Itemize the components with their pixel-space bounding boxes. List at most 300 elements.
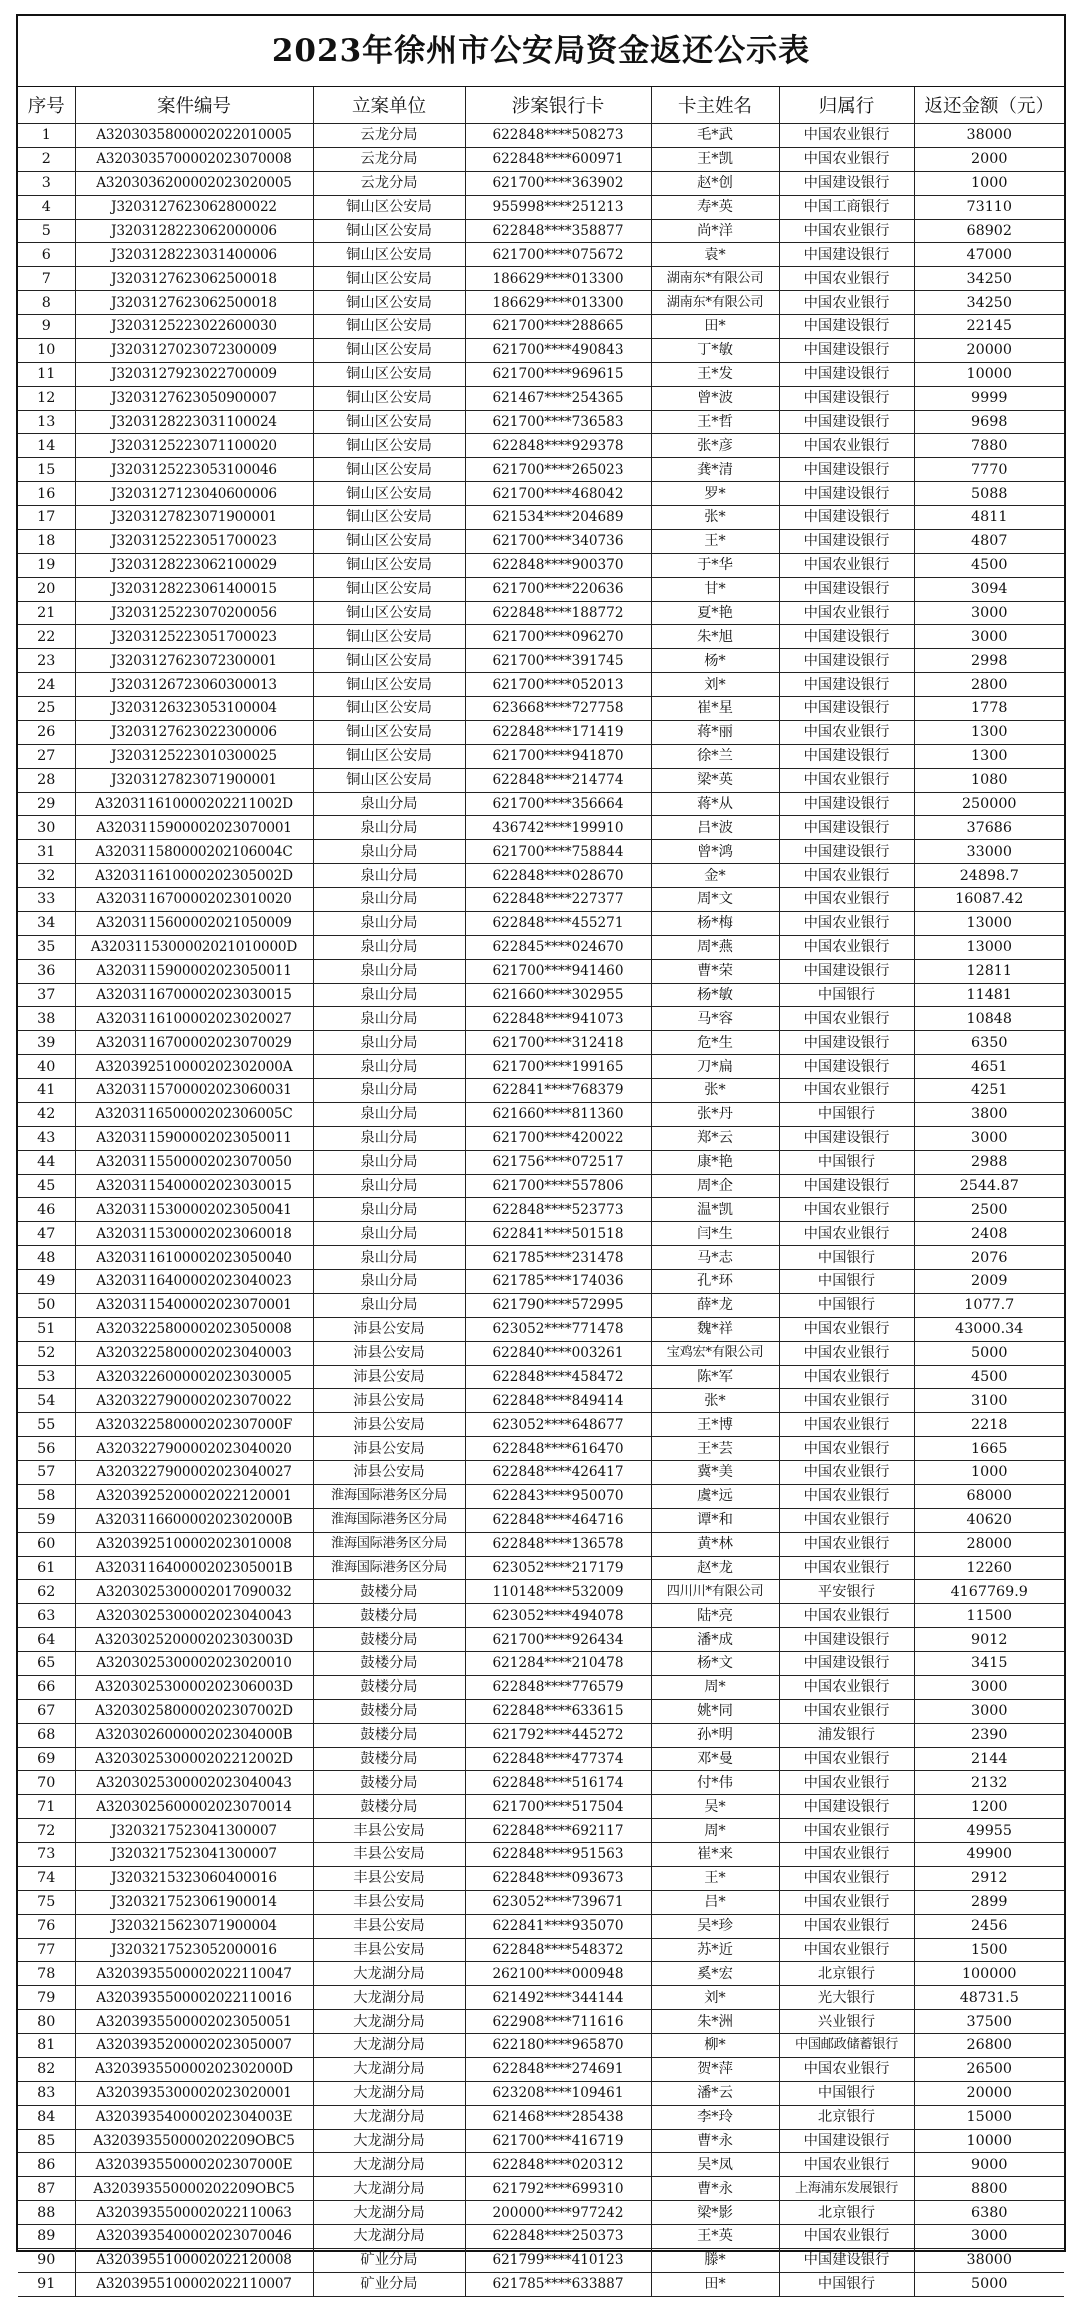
- cell-index: 73: [18, 1843, 75, 1867]
- cell-bank-card: 621785****633887: [465, 2272, 651, 2296]
- cell-index: 14: [18, 434, 75, 458]
- cell-card-holder: 蒋*丽: [651, 720, 779, 744]
- header-case-number: 案件编号: [75, 87, 313, 124]
- cell-refund-amount: 22145: [914, 315, 1064, 339]
- cell-filing-unit: 泉山分局: [313, 1222, 465, 1246]
- cell-case-number: A3203935500002022110063: [75, 2201, 313, 2225]
- cell-card-holder: 王*: [651, 1866, 779, 1890]
- cell-refund-amount: 2009: [914, 1270, 1064, 1294]
- cell-filing-unit: 泉山分局: [313, 792, 465, 816]
- cell-bank-card: 622848****951563: [465, 1843, 651, 1867]
- cell-bank: 中国建设银行: [779, 338, 914, 362]
- cell-filing-unit: 大龙湖分局: [313, 1986, 465, 2010]
- cell-index: 2: [18, 147, 75, 171]
- cell-case-number: J3203128223031100024: [75, 410, 313, 434]
- cell-refund-amount: 4500: [914, 1365, 1064, 1389]
- cell-bank-card: 622848****600971: [465, 147, 651, 171]
- cell-bank: 中国建设银行: [779, 673, 914, 697]
- cell-index: 59: [18, 1508, 75, 1532]
- cell-bank-card: 622848****523773: [465, 1198, 651, 1222]
- cell-refund-amount: 4251: [914, 1079, 1064, 1103]
- cell-case-number: A3203955100002022110007: [75, 2272, 313, 2296]
- cell-filing-unit: 沛县公安局: [313, 1389, 465, 1413]
- cell-bank: 中国建设银行: [779, 243, 914, 267]
- cell-bank: 中国农业银行: [779, 2057, 914, 2081]
- table-row: [18, 697, 1064, 721]
- cell-index: 64: [18, 1628, 75, 1652]
- cell-index: 76: [18, 1914, 75, 1938]
- cell-bank-card: 621700****340736: [465, 529, 651, 553]
- cell-bank: 中国农业银行: [779, 1866, 914, 1890]
- cell-card-holder: 周*文: [651, 888, 779, 912]
- table-row: [18, 529, 1064, 553]
- table-row: [18, 1389, 1064, 1413]
- cell-index: 54: [18, 1389, 75, 1413]
- cell-filing-unit: 沛县公安局: [313, 1317, 465, 1341]
- cell-index: 38: [18, 1007, 75, 1031]
- cell-bank: 中国建设银行: [779, 625, 914, 649]
- cell-bank: 中国农业银行: [779, 1413, 914, 1437]
- cell-card-holder: 梁*英: [651, 768, 779, 792]
- cell-case-number: J3203215323060400016: [75, 1866, 313, 1890]
- cell-filing-unit: 沛县公安局: [313, 1413, 465, 1437]
- cell-case-number: A3203935300002023020001: [75, 2081, 313, 2105]
- cell-bank-card: 623052****739671: [465, 1890, 651, 1914]
- cell-filing-unit: 淮海国际港务区分局: [313, 1484, 465, 1508]
- table-row: [18, 601, 1064, 625]
- cell-bank: 中国建设银行: [779, 2129, 914, 2153]
- cell-index: 7: [18, 267, 75, 291]
- cell-index: 71: [18, 1795, 75, 1819]
- cell-bank: 浦发银行: [779, 1723, 914, 1747]
- cell-card-holder: 于*华: [651, 553, 779, 577]
- cell-refund-amount: 5088: [914, 482, 1064, 506]
- cell-filing-unit: 泉山分局: [313, 983, 465, 1007]
- cell-case-number: A3203115900002023050011: [75, 959, 313, 983]
- cell-refund-amount: 2912: [914, 1866, 1064, 1890]
- table-row: [18, 2010, 1064, 2034]
- cell-bank: 上海浦东发展银行: [779, 2177, 914, 2201]
- cell-bank: 中国农业银行: [779, 768, 914, 792]
- cell-filing-unit: 大龙湖分局: [313, 2034, 465, 2058]
- cell-filing-unit: 大龙湖分局: [313, 2010, 465, 2034]
- cell-bank-card: 621700****199165: [465, 1055, 651, 1079]
- cell-bank-card: 622848****548372: [465, 1938, 651, 1962]
- table-row: [18, 2248, 1064, 2272]
- cell-case-number: A320392510000202302000A: [75, 1055, 313, 1079]
- cell-case-number: J3203127923022700009: [75, 362, 313, 386]
- cell-filing-unit: 大龙湖分局: [313, 2081, 465, 2105]
- cell-bank-card: 622848****458472: [465, 1365, 651, 1389]
- cell-index: 48: [18, 1246, 75, 1270]
- cell-bank: 中国建设银行: [779, 744, 914, 768]
- cell-bank-card: 622848****093673: [465, 1866, 651, 1890]
- cell-bank: 中国农业银行: [779, 1508, 914, 1532]
- cell-filing-unit: 铜山区公安局: [313, 482, 465, 506]
- cell-card-holder: 周*企: [651, 1174, 779, 1198]
- cell-bank-card: 622848****455271: [465, 911, 651, 935]
- cell-filing-unit: 泉山分局: [313, 1293, 465, 1317]
- cell-index: 61: [18, 1556, 75, 1580]
- cell-index: 43: [18, 1126, 75, 1150]
- cell-case-number: A320393550000202209OBC5: [75, 2177, 313, 2201]
- cell-card-holder: 付*伟: [651, 1771, 779, 1795]
- cell-bank-card: 622843****950070: [465, 1484, 651, 1508]
- cell-index: 84: [18, 2105, 75, 2129]
- cell-bank: 中国农业银行: [779, 888, 914, 912]
- cell-bank-card: 623052****217179: [465, 1556, 651, 1580]
- cell-card-holder: 孔*环: [651, 1270, 779, 1294]
- table-row: [18, 1126, 1064, 1150]
- cell-index: 6: [18, 243, 75, 267]
- table-row: [18, 1508, 1064, 1532]
- cell-bank: 中国农业银行: [779, 1317, 914, 1341]
- cell-index: 31: [18, 840, 75, 864]
- cell-filing-unit: 泉山分局: [313, 1174, 465, 1198]
- table-row: [18, 2081, 1064, 2105]
- cell-filing-unit: 沛县公安局: [313, 1341, 465, 1365]
- cell-card-holder: 王*博: [651, 1413, 779, 1437]
- cell-filing-unit: 沛县公安局: [313, 1461, 465, 1485]
- cell-bank: 中国建设银行: [779, 577, 914, 601]
- table-row: [18, 840, 1064, 864]
- cell-refund-amount: 37500: [914, 2010, 1064, 2034]
- table-row: [18, 1890, 1064, 1914]
- cell-index: 46: [18, 1198, 75, 1222]
- cell-card-holder: 吴*凤: [651, 2153, 779, 2177]
- cell-card-holder: 王*: [651, 529, 779, 553]
- cell-bank-card: 622848****171419: [465, 720, 651, 744]
- cell-card-holder: 湖南东*有限公司: [651, 267, 779, 291]
- page-title: 2023年徐州市公安局资金返还公示表: [18, 16, 1064, 87]
- cell-index: 77: [18, 1938, 75, 1962]
- cell-bank-card: 621700****391745: [465, 649, 651, 673]
- cell-filing-unit: 丰县公安局: [313, 1843, 465, 1867]
- cell-case-number: J3203127123040600006: [75, 482, 313, 506]
- cell-refund-amount: 3000: [914, 625, 1064, 649]
- table-row: [18, 1580, 1064, 1604]
- cell-card-holder: 袁*: [651, 243, 779, 267]
- table-row: [18, 2153, 1064, 2177]
- cell-refund-amount: 40620: [914, 1508, 1064, 1532]
- table-row: [18, 1150, 1064, 1174]
- table-row: [18, 219, 1064, 243]
- cell-card-holder: 薛*龙: [651, 1293, 779, 1317]
- cell-bank-card: 621700****517504: [465, 1795, 651, 1819]
- cell-bank-card: 621792****699310: [465, 2177, 651, 2201]
- table-row: [18, 673, 1064, 697]
- cell-filing-unit: 铜山区公安局: [313, 458, 465, 482]
- table-row: [18, 458, 1064, 482]
- table-row: [18, 792, 1064, 816]
- cell-case-number: J3203127623062800022: [75, 195, 313, 219]
- cell-refund-amount: 38000: [914, 2248, 1064, 2272]
- cell-index: 1: [18, 124, 75, 148]
- cell-bank: 中国农业银行: [779, 720, 914, 744]
- header-index: 序号: [18, 87, 75, 124]
- cell-index: 34: [18, 911, 75, 935]
- table-row: [18, 1293, 1064, 1317]
- cell-card-holder: 孙*明: [651, 1723, 779, 1747]
- table-row: [18, 577, 1064, 601]
- cell-filing-unit: 鼓楼分局: [313, 1675, 465, 1699]
- cell-bank: 北京银行: [779, 1962, 914, 1986]
- cell-bank-card: 200000****977242: [465, 2201, 651, 2225]
- cell-filing-unit: 铜山区公安局: [313, 744, 465, 768]
- cell-case-number: A3203116100002023020027: [75, 1007, 313, 1031]
- table-row: [18, 1413, 1064, 1437]
- cell-bank: 中国建设银行: [779, 1031, 914, 1055]
- cell-bank-card: 621792****445272: [465, 1723, 651, 1747]
- cell-case-number: A320311610000202211002D: [75, 792, 313, 816]
- cell-refund-amount: 49955: [914, 1819, 1064, 1843]
- cell-case-number: A3203025600002023070014: [75, 1795, 313, 1819]
- cell-filing-unit: 大龙湖分局: [313, 2201, 465, 2225]
- cell-bank-card: 621284****210478: [465, 1652, 651, 1676]
- cell-filing-unit: 泉山分局: [313, 1126, 465, 1150]
- cell-card-holder: 吕*: [651, 1890, 779, 1914]
- cell-case-number: A3203115700002023060031: [75, 1079, 313, 1103]
- table-row: [18, 243, 1064, 267]
- cell-card-holder: 黄*林: [651, 1532, 779, 1556]
- cell-filing-unit: 泉山分局: [313, 840, 465, 864]
- cell-filing-unit: 大龙湖分局: [313, 2057, 465, 2081]
- cell-case-number: A320302600000202304000B: [75, 1723, 313, 1747]
- cell-bank: 中国银行: [779, 1102, 914, 1126]
- cell-refund-amount: 2076: [914, 1246, 1064, 1270]
- cell-index: 58: [18, 1484, 75, 1508]
- cell-bank: 中国农业银行: [779, 1222, 914, 1246]
- table-row: [18, 2034, 1064, 2058]
- cell-bank: 中国银行: [779, 983, 914, 1007]
- table-row: [18, 1604, 1064, 1628]
- cell-filing-unit: 泉山分局: [313, 935, 465, 959]
- cell-card-holder: 徐*兰: [651, 744, 779, 768]
- cell-bank-card: 186629****013300: [465, 267, 651, 291]
- header-row: [18, 87, 1064, 124]
- cell-bank: 中国建设银行: [779, 1795, 914, 1819]
- cell-card-holder: 赵*龙: [651, 1556, 779, 1580]
- cell-card-holder: 毛*武: [651, 124, 779, 148]
- cell-card-holder: 梁*影: [651, 2201, 779, 2225]
- cell-bank-card: 623208****109461: [465, 2081, 651, 2105]
- cell-card-holder: 周*燕: [651, 935, 779, 959]
- cell-refund-amount: 47000: [914, 243, 1064, 267]
- cell-index: 80: [18, 2010, 75, 2034]
- cell-bank: 中国银行: [779, 1246, 914, 1270]
- cell-bank: 中国农业银行: [779, 1675, 914, 1699]
- cell-case-number: A3203225800002023050008: [75, 1317, 313, 1341]
- cell-index: 28: [18, 768, 75, 792]
- cell-bank-card: 621700****941870: [465, 744, 651, 768]
- cell-refund-amount: 1500: [914, 1938, 1064, 1962]
- table-row: [18, 1532, 1064, 1556]
- cell-refund-amount: 3094: [914, 577, 1064, 601]
- cell-bank-card: 621700****736583: [465, 410, 651, 434]
- cell-case-number: A3203035700002023070008: [75, 147, 313, 171]
- cell-refund-amount: 4651: [914, 1055, 1064, 1079]
- cell-filing-unit: 鼓楼分局: [313, 1723, 465, 1747]
- cell-refund-amount: 2544.87: [914, 1174, 1064, 1198]
- cell-index: 51: [18, 1317, 75, 1341]
- table-row: [18, 649, 1064, 673]
- cell-filing-unit: 铜山区公安局: [313, 601, 465, 625]
- cell-index: 66: [18, 1675, 75, 1699]
- cell-card-holder: 谭*和: [651, 1508, 779, 1532]
- cell-bank-card: 621700****075672: [465, 243, 651, 267]
- cell-refund-amount: 2500: [914, 1198, 1064, 1222]
- cell-case-number: A3203225800002023040003: [75, 1341, 313, 1365]
- table-row: [18, 124, 1064, 148]
- cell-index: 90: [18, 2248, 75, 2272]
- cell-bank: 中国农业银行: [779, 147, 914, 171]
- cell-bank-card: 622848****941073: [465, 1007, 651, 1031]
- cell-index: 62: [18, 1580, 75, 1604]
- cell-refund-amount: 33000: [914, 840, 1064, 864]
- cell-filing-unit: 铜山区公安局: [313, 315, 465, 339]
- cell-bank-card: 622848****250373: [465, 2225, 651, 2249]
- cell-case-number: A320302520000202303003D: [75, 1628, 313, 1652]
- cell-bank: 中国农业银行: [779, 1007, 914, 1031]
- cell-index: 78: [18, 1962, 75, 1986]
- cell-filing-unit: 铜山区公安局: [313, 577, 465, 601]
- cell-case-number: J3203128223031400006: [75, 243, 313, 267]
- cell-case-number: A3203115600002021050009: [75, 911, 313, 935]
- cell-refund-amount: 2800: [914, 673, 1064, 697]
- cell-refund-amount: 5000: [914, 2272, 1064, 2296]
- cell-card-holder: 奚*宏: [651, 1962, 779, 1986]
- cell-index: 30: [18, 816, 75, 840]
- cell-bank-card: 622848****358877: [465, 219, 651, 243]
- cell-filing-unit: 铜山区公安局: [313, 386, 465, 410]
- cell-refund-amount: 9000: [914, 2153, 1064, 2177]
- cell-card-holder: 潘*成: [651, 1628, 779, 1652]
- cell-bank-card: 622848****020312: [465, 2153, 651, 2177]
- cell-filing-unit: 鼓楼分局: [313, 1604, 465, 1628]
- table-row: [18, 410, 1064, 434]
- table-row: [18, 816, 1064, 840]
- table-row: [18, 1270, 1064, 1294]
- cell-bank: 中国建设银行: [779, 362, 914, 386]
- cell-filing-unit: 淮海国际港务区分局: [313, 1556, 465, 1580]
- cell-bank: 中国银行: [779, 1293, 914, 1317]
- cell-bank-card: 110148****532009: [465, 1580, 651, 1604]
- cell-filing-unit: 矿业分局: [313, 2272, 465, 2296]
- cell-case-number: A320302580000202307002D: [75, 1699, 313, 1723]
- cell-card-holder: 贺*萍: [651, 2057, 779, 2081]
- cell-bank: 中国农业银行: [779, 1365, 914, 1389]
- cell-filing-unit: 铜山区公安局: [313, 243, 465, 267]
- refund-table: [18, 87, 1064, 2297]
- table-row: [18, 1652, 1064, 1676]
- cell-card-holder: 陈*军: [651, 1365, 779, 1389]
- cell-card-holder: 张*: [651, 1389, 779, 1413]
- cell-bank-card: 622845****024670: [465, 935, 651, 959]
- cell-card-holder: 曹*荣: [651, 959, 779, 983]
- cell-index: 33: [18, 888, 75, 912]
- cell-index: 15: [18, 458, 75, 482]
- cell-filing-unit: 泉山分局: [313, 1055, 465, 1079]
- cell-bank: 中国农业银行: [779, 1771, 914, 1795]
- table-row: [18, 1962, 1064, 1986]
- cell-bank: 中国农业银行: [779, 434, 914, 458]
- cell-case-number: A320302530000202306003D: [75, 1675, 313, 1699]
- cell-filing-unit: 沛县公安局: [313, 1437, 465, 1461]
- table-row: [18, 1222, 1064, 1246]
- cell-index: 5: [18, 219, 75, 243]
- cell-bank: 中国建设银行: [779, 1055, 914, 1079]
- cell-card-holder: 吴*珍: [651, 1914, 779, 1938]
- cell-card-holder: 曾*波: [651, 386, 779, 410]
- cell-bank: 北京银行: [779, 2201, 914, 2225]
- table-row: [18, 768, 1064, 792]
- cell-filing-unit: 泉山分局: [313, 816, 465, 840]
- cell-filing-unit: 丰县公安局: [313, 1866, 465, 1890]
- cell-card-holder: 潘*云: [651, 2081, 779, 2105]
- cell-card-holder: 夏*艳: [651, 601, 779, 625]
- cell-bank: 中国农业银行: [779, 2153, 914, 2177]
- cell-bank-card: 622848****214774: [465, 768, 651, 792]
- cell-refund-amount: 2218: [914, 1413, 1064, 1437]
- cell-filing-unit: 铜山区公安局: [313, 338, 465, 362]
- cell-case-number: A3203025300002023040043: [75, 1771, 313, 1795]
- cell-index: 13: [18, 410, 75, 434]
- cell-card-holder: 龚*清: [651, 458, 779, 482]
- cell-bank: 中国农业银行: [779, 935, 914, 959]
- cell-bank-card: 621700****420022: [465, 1126, 651, 1150]
- cell-bank-card: 621660****811360: [465, 1102, 651, 1126]
- cell-index: 69: [18, 1747, 75, 1771]
- cell-refund-amount: 4807: [914, 529, 1064, 553]
- cell-case-number: A320393550000202307000E: [75, 2153, 313, 2177]
- cell-case-number: A3203116700002023010020: [75, 888, 313, 912]
- cell-card-holder: 王*发: [651, 362, 779, 386]
- table-row: [18, 1246, 1064, 1270]
- cell-bank-card: 622848****849414: [465, 1389, 651, 1413]
- cell-case-number: A3203025300002017090032: [75, 1580, 313, 1604]
- cell-index: 19: [18, 553, 75, 577]
- table-row: [18, 553, 1064, 577]
- cell-card-holder: 曹*永: [651, 2177, 779, 2201]
- cell-refund-amount: 20000: [914, 2081, 1064, 2105]
- cell-index: 75: [18, 1890, 75, 1914]
- cell-case-number: A320311580000202106004C: [75, 840, 313, 864]
- cell-bank: 兴业银行: [779, 2010, 914, 2034]
- cell-bank-card: 621790****572995: [465, 1293, 651, 1317]
- cell-filing-unit: 铜山区公安局: [313, 529, 465, 553]
- cell-case-number: A3203116700002023070029: [75, 1031, 313, 1055]
- table-row: [18, 720, 1064, 744]
- cell-bank: 中国农业银行: [779, 1198, 914, 1222]
- cell-refund-amount: 2988: [914, 1150, 1064, 1174]
- cell-case-number: A320311610000202305002D: [75, 864, 313, 888]
- table-row: [18, 625, 1064, 649]
- cell-bank-card: 621700****363902: [465, 171, 651, 195]
- table-row: [18, 338, 1064, 362]
- cell-index: 40: [18, 1055, 75, 1079]
- cell-case-number: J3203125223071100020: [75, 434, 313, 458]
- cell-card-holder: 田*: [651, 2272, 779, 2296]
- table-row: [18, 1628, 1064, 1652]
- cell-index: 39: [18, 1031, 75, 1055]
- cell-card-holder: 杨*梅: [651, 911, 779, 935]
- cell-filing-unit: 泉山分局: [313, 1198, 465, 1222]
- header-bank-card: 涉案银行卡: [465, 87, 651, 124]
- cell-refund-amount: 37686: [914, 816, 1064, 840]
- table-row: [18, 315, 1064, 339]
- cell-card-holder: 杨*敏: [651, 983, 779, 1007]
- cell-refund-amount: 68000: [914, 1484, 1064, 1508]
